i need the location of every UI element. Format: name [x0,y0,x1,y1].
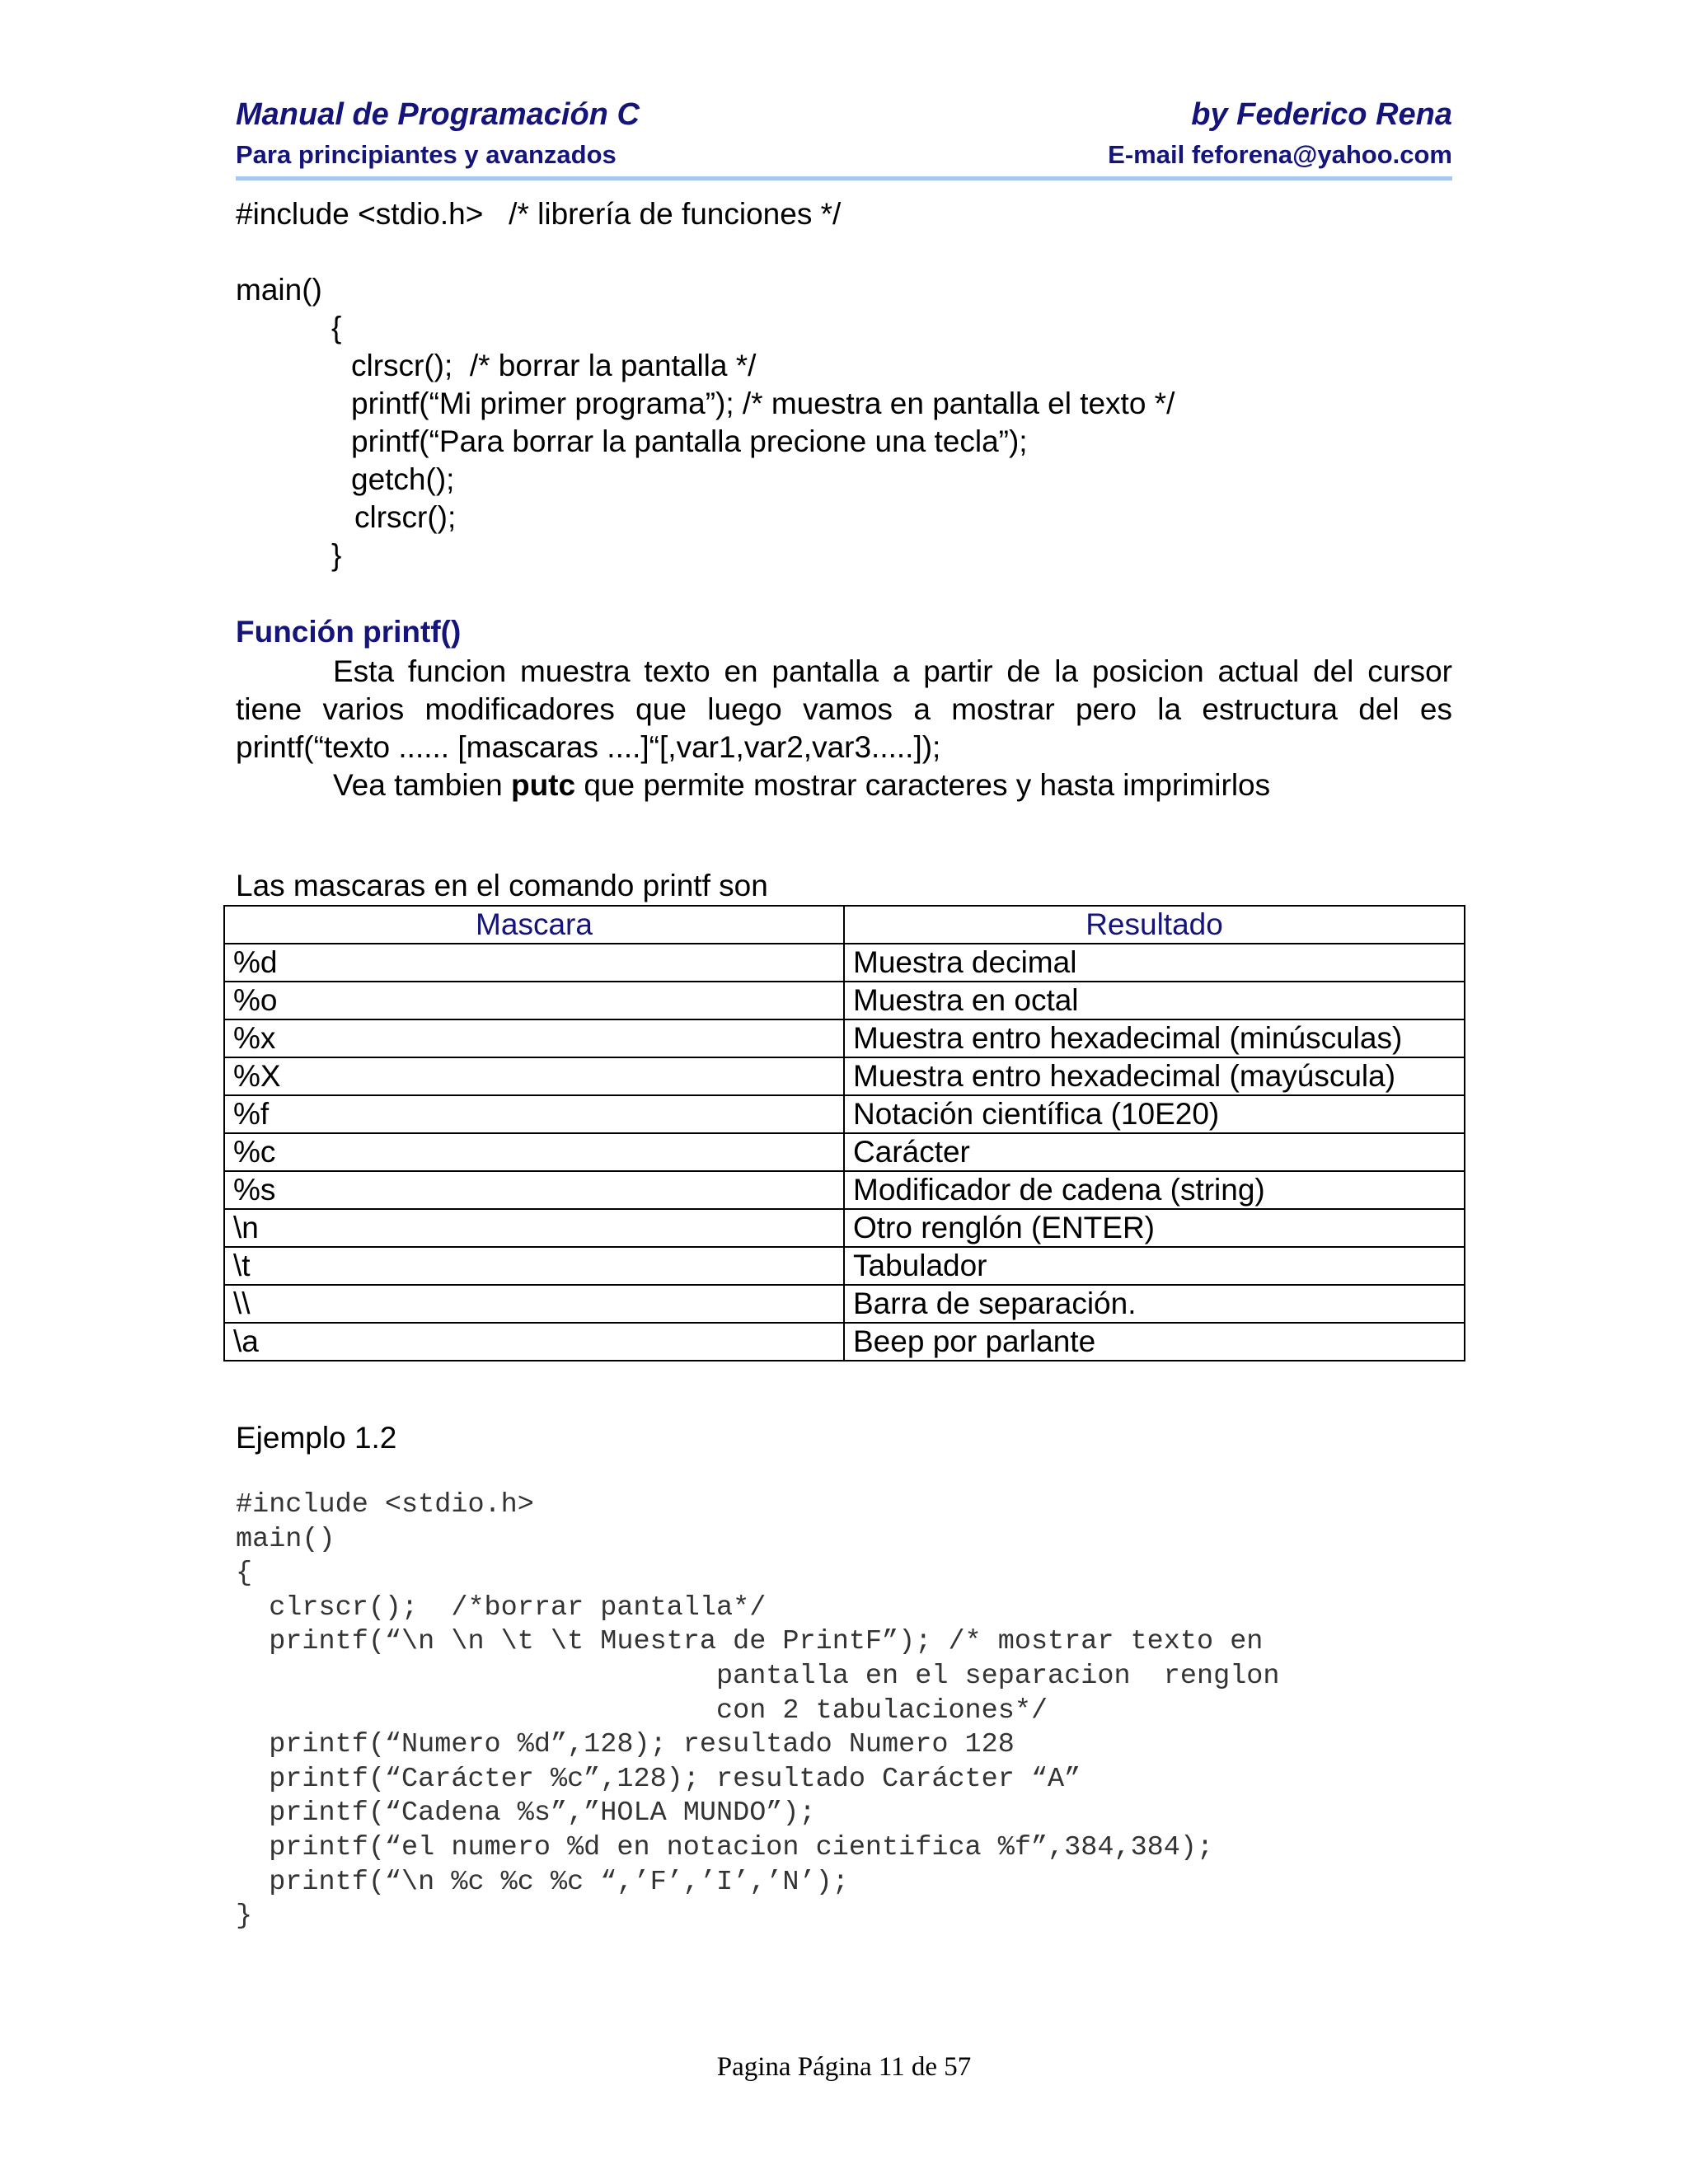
mask-cell: %f [224,1095,844,1133]
masks-table [223,905,1465,1361]
table-header-row [224,906,1465,944]
section-title: Función printf() [236,615,462,649]
code-line-clrscr-2: clrscr(); [354,500,457,534]
mask-cell: \n [224,1209,844,1247]
section-paragraph-text: Esta funcion muestra texto en pantalla a partir de la posicion actual del cursor tiene varios modificadores que luego vamos a mostrar pero la estructura del es printf(“texto ...... [mascaras ....]“[,var1,var2,var3.....]); [236,654,1452,764]
section-paragraph [236,653,1452,766]
result-cell: Barra de separación. [844,1285,1465,1323]
header-mascara: Mascara [224,906,844,944]
header-divider [236,176,1452,180]
mask-cell: \\ [224,1285,844,1323]
para2-bold-putc: putc [510,768,576,802]
mask-cell: \a [224,1323,844,1361]
table-row [224,1285,1465,1323]
table-caption: Las mascaras en el comando printf son [236,869,768,902]
table-row [224,1133,1465,1171]
result-cell: Tabulador [844,1247,1465,1285]
header-resultado: Resultado [844,906,1465,944]
table-row [224,1323,1465,1361]
mask-cell: \t [224,1247,844,1285]
code-line-include: #include <stdio.h> /* librería de funciones */ [236,197,842,231]
result-cell: Muestra entro hexadecimal (mayúscula) [844,1057,1465,1095]
mask-cell: %o [224,982,844,1019]
code-line-getch: getch(); [351,462,455,496]
para2-text-2: que permite mostrar caracteres y hasta imprimirlos [575,768,1271,802]
result-cell: Notación científica (10E20) [844,1095,1465,1133]
table-row [224,1247,1465,1285]
section-paragraph-2 [236,766,1452,804]
code-line-close-brace: } [331,538,342,572]
para2-text-1: Vea tambien [333,768,511,802]
mask-cell: %s [224,1171,844,1209]
result-cell: Muestra en octal [844,982,1465,1019]
table-row [224,1171,1465,1209]
example-code-block: #include <stdio.h> main() { clrscr(); /*borrar pantalla*/ printf(“\n \n \t \t Muestra de PrintF”); /* mostrar texto en pantalla en el separacion renglon con 2 tabulaciones*/ printf(“Numero %d”,128); resultado Numero 128 printf(“Carácter %c”,128); resultado Carácter “A” printf(“Cadena %s”,”HOLA MUNDO”); printf(“el numero %d en notacion cientifica %f”,384,384); printf(“\n %c %c %c “,’F’,’I’,’N’); } [236,1489,1280,1933]
header-title: Manual de Programación C [236,97,640,132]
code-line-printf-2: printf(“Para borrar la pantalla precione una tecla”); [351,424,1028,458]
code-line-main: main() [236,273,322,307]
header-subtitle: Para principiantes y avanzados [236,140,617,169]
code-line-open-brace: { [331,311,342,344]
table-row [224,1095,1465,1133]
code-line-printf-1: printf(“Mi primer programa”); /* muestra en pantalla el texto */ [351,387,1175,420]
result-cell: Otro renglón (ENTER) [844,1209,1465,1247]
table-row [224,1057,1465,1095]
code-line-clrscr: clrscr(); /* borrar la pantalla */ [351,349,757,382]
example-title: Ejemplo 1.2 [236,1421,397,1455]
result-cell: Muestra decimal [844,944,1465,982]
result-cell: Modificador de cadena (string) [844,1171,1465,1209]
result-cell: Carácter [844,1133,1465,1171]
result-cell: Muestra entro hexadecimal (minúsculas) [844,1019,1465,1057]
mask-cell: %c [224,1133,844,1171]
table-row [224,982,1465,1019]
mask-cell: %X [224,1057,844,1095]
header-email: E-mail feforena@yahoo.com [1108,140,1452,169]
table-row [224,1209,1465,1247]
mask-cell: %x [224,1019,844,1057]
mask-cell: %d [224,944,844,982]
page-footer: Pagina Página 11 de 57 [716,2052,972,2082]
result-cell: Beep por parlante [844,1323,1465,1361]
table-row [224,944,1465,982]
table-row [224,1019,1465,1057]
header-author: by Federico Rena [1191,97,1452,132]
